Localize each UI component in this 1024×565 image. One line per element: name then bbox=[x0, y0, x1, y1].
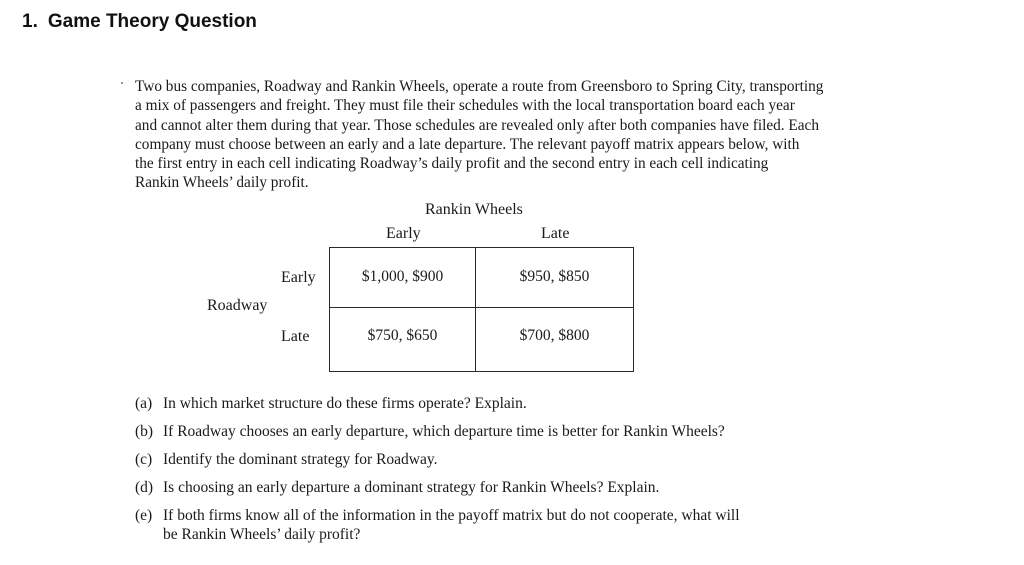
intro-line: and cannot alter them during that year. Those schedules are revealed only after both companies have filed. Each bbox=[135, 116, 819, 134]
row-player-label: Roadway bbox=[207, 297, 268, 314]
question-text: If Roadway chooses an early departure, which departure time is better for Rankin Wheels? bbox=[163, 423, 725, 440]
question-item-d bbox=[135, 478, 659, 497]
question-text: Is choosing an early departure a dominant strategy for Rankin Wheels? Explain. bbox=[163, 479, 660, 496]
question-number: 1. bbox=[22, 11, 38, 32]
cell-late-late: $700, $800 bbox=[519, 327, 590, 344]
question-label: (c) bbox=[135, 451, 153, 468]
intro-line: the first entry in each cell indicating Roadway’s daily profit and the second entry in each cell indicating bbox=[135, 155, 769, 173]
question-text: Identify the dominant strategy for Roadway. bbox=[163, 451, 438, 468]
intro-paragraph bbox=[135, 77, 935, 193]
question-item-e bbox=[135, 506, 740, 544]
column-label-late: Late bbox=[541, 225, 570, 242]
intro-line: company must choose between an early and a late departure. The relevant payoff matrix appears below, with bbox=[135, 135, 800, 153]
question-text-continued: be Rankin Wheels’ daily profit? bbox=[163, 526, 361, 543]
row-label-late: Late bbox=[281, 328, 310, 345]
column-label-early: Early bbox=[386, 225, 421, 242]
question-item-b bbox=[135, 422, 725, 441]
question-label: (a) bbox=[135, 395, 153, 412]
matrix-divider-vertical bbox=[475, 248, 476, 371]
cell-early-early: $1,000, $900 bbox=[361, 268, 444, 285]
question-item-a bbox=[135, 394, 527, 413]
intro-line: a mix of passengers and freight. They must file their schedules with the local transportation board each year bbox=[135, 97, 795, 115]
intro-line: Rankin Wheels’ daily profit. bbox=[135, 174, 309, 192]
cell-early-late: $950, $850 bbox=[519, 268, 590, 285]
question-label: (e) bbox=[135, 507, 153, 524]
row-label-early: Early bbox=[281, 269, 316, 286]
cell-late-early: $750, $650 bbox=[367, 327, 438, 344]
payoff-matrix-grid bbox=[329, 247, 634, 372]
question-item-c bbox=[135, 450, 437, 469]
question-title: Game Theory Question bbox=[47, 11, 257, 32]
intro-line: Two bus companies, Roadway and Rankin Wheels, operate a route from Greensboro to Spring City, transporting bbox=[135, 78, 824, 95]
question-text: If both firms know all of the information in the payoff matrix but do not cooperate, what will bbox=[163, 507, 740, 524]
column-player-label: Rankin Wheels bbox=[425, 201, 523, 218]
bullet-dot bbox=[121, 82, 123, 84]
question-text: In which market structure do these firms operate? Explain. bbox=[163, 395, 527, 412]
question-label: (b) bbox=[135, 423, 154, 440]
matrix-divider-horizontal bbox=[330, 307, 633, 308]
question-label: (d) bbox=[135, 479, 154, 496]
question-heading bbox=[22, 11, 257, 33]
